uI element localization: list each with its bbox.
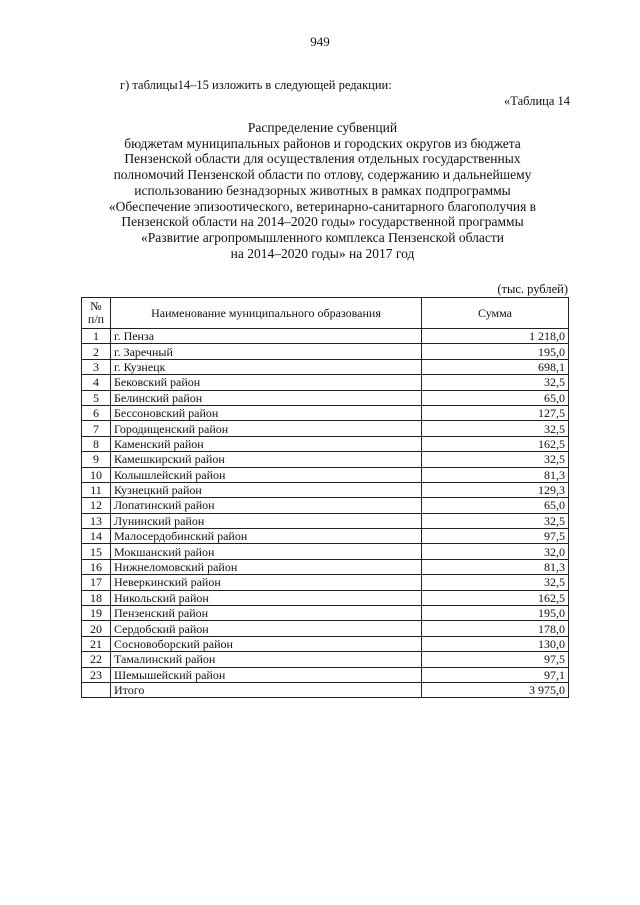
row-sum: 195,0: [422, 344, 569, 359]
row-name: Лопатинский район: [111, 498, 422, 513]
row-sum: 65,0: [422, 498, 569, 513]
row-number: 9: [82, 452, 111, 467]
table-row: [82, 513, 569, 528]
row-name: Городищенский район: [111, 421, 422, 436]
row-sum: 81,3: [422, 559, 569, 574]
row-sum: 32,5: [422, 452, 569, 467]
row-number: 18: [82, 590, 111, 605]
table-row: [82, 667, 569, 682]
table-row: [82, 606, 569, 621]
table-row: [82, 375, 569, 390]
row-sum: 32,5: [422, 513, 569, 528]
row-name: Сосновоборский район: [111, 636, 422, 651]
row-sum: 195,0: [422, 606, 569, 621]
table-row: [82, 421, 569, 436]
heading-line: использованию безнадзорных животных в рамках подпрограммы: [134, 182, 511, 198]
heading-line: «Развитие агропромышленного комплекса Пензенской области: [141, 229, 504, 245]
row-number: 17: [82, 575, 111, 590]
page-number: 949: [310, 34, 330, 49]
row-number: 13: [82, 513, 111, 528]
table-row: [82, 452, 569, 467]
row-sum: 178,0: [422, 621, 569, 636]
heading-line: бюджетам муниципальных районов и городских округов из бюджета: [124, 135, 521, 151]
row-name: Итого: [111, 682, 422, 697]
table-row: [82, 544, 569, 559]
table-row: [82, 359, 569, 374]
heading-line: на 2014–2020 годы» на 2017 год: [230, 245, 415, 261]
table-row: [82, 498, 569, 513]
row-sum: 129,3: [422, 482, 569, 497]
header-num: № п/п: [82, 298, 111, 329]
row-number: 20: [82, 621, 111, 636]
row-name: Тамалинский район: [111, 652, 422, 667]
table-caption: «Таблица 14: [504, 94, 570, 108]
row-number: 16: [82, 559, 111, 574]
heading-line: «Обеспечение эпизоотического, ветеринарно-санитарного благополучия в: [108, 198, 537, 214]
row-name: Лунинский район: [111, 513, 422, 528]
table-row: [82, 405, 569, 420]
heading-line: Распределение субвенций: [247, 120, 398, 135]
row-name: Колышлейский район: [111, 467, 422, 482]
row-sum: 127,5: [422, 405, 569, 420]
row-name: Камешкирский район: [111, 452, 422, 467]
row-sum: 162,5: [422, 436, 569, 451]
row-sum: 81,3: [422, 467, 569, 482]
row-number: 5: [82, 390, 111, 405]
row-sum: 1 218,0: [422, 329, 569, 344]
table-row: [82, 575, 569, 590]
table-row: [82, 436, 569, 451]
row-number: 4: [82, 375, 111, 390]
row-number: 7: [82, 421, 111, 436]
row-name: Белинский район: [111, 390, 422, 405]
row-sum: 97,1: [422, 667, 569, 682]
row-sum: 32,5: [422, 575, 569, 590]
row-name: Неверкинский район: [111, 575, 422, 590]
row-number: 3: [82, 359, 111, 374]
row-sum: 65,0: [422, 390, 569, 405]
row-sum: 162,5: [422, 590, 569, 605]
subsidy-table: [81, 297, 569, 698]
row-sum: 32,5: [422, 375, 569, 390]
row-number: 6: [82, 405, 111, 420]
row-sum: 32,5: [422, 421, 569, 436]
header-sum: Сумма: [422, 298, 569, 329]
row-sum: 32,0: [422, 544, 569, 559]
row-sum: 130,0: [422, 636, 569, 651]
row-number: 21: [82, 636, 111, 651]
row-number: 12: [82, 498, 111, 513]
table-row: [82, 529, 569, 544]
table-row: [82, 621, 569, 636]
row-name: Шемышейский район: [111, 667, 422, 682]
table-row: [82, 590, 569, 605]
row-name: Пензенский район: [111, 606, 422, 621]
table-heading: [60, 120, 585, 261]
row-name: Нижнеломовский район: [111, 559, 422, 574]
header-name: Наименование муниципального образования: [111, 298, 422, 329]
row-sum: 3 975,0: [422, 682, 569, 697]
row-name: Малосердобинский район: [111, 529, 422, 544]
table-row: [82, 344, 569, 359]
table-row: [82, 636, 569, 651]
table-row: [82, 652, 569, 667]
heading-line: Пензенской области на 2014–2020 годы» государственной программы: [121, 214, 524, 230]
row-name: Бековский район: [111, 375, 422, 390]
heading-line: Пензенской области для осуществления отдельных государственных: [124, 151, 521, 167]
row-number: 10: [82, 467, 111, 482]
row-name: Бессоновский район: [111, 405, 422, 420]
row-number: 11: [82, 482, 111, 497]
table-row: [82, 482, 569, 497]
table-row: [82, 390, 569, 405]
row-number: 23: [82, 667, 111, 682]
row-name: Кузнецкий район: [111, 482, 422, 497]
table-row: [82, 559, 569, 574]
row-name: Каменский район: [111, 436, 422, 451]
row-name: г. Кузнецк: [111, 359, 422, 374]
intro-text: г) таблицы14–15 изложить в следующей редакции:: [120, 78, 392, 92]
row-name: Сердобский район: [111, 621, 422, 636]
table-row: [82, 467, 569, 482]
total-row: [82, 682, 569, 697]
row-number: 15: [82, 544, 111, 559]
row-sum: 698,1: [422, 359, 569, 374]
row-number: 14: [82, 529, 111, 544]
table-row: [82, 329, 569, 344]
row-name: г. Заречный: [111, 344, 422, 359]
row-name: Никольский район: [111, 590, 422, 605]
table-body: [82, 329, 569, 698]
table-header-row: [82, 298, 569, 329]
row-number: 22: [82, 652, 111, 667]
row-number: [82, 682, 111, 697]
row-number: 2: [82, 344, 111, 359]
row-number: 8: [82, 436, 111, 451]
units-label: (тыс. рублей): [497, 282, 568, 296]
row-name: г. Пенза: [111, 329, 422, 344]
row-name: Мокшанский район: [111, 544, 422, 559]
heading-line: полномочий Пензенской области по отлову, содержанию и дальнейшему: [113, 167, 532, 183]
row-number: 1: [82, 329, 111, 344]
row-sum: 97,5: [422, 652, 569, 667]
row-sum: 97,5: [422, 529, 569, 544]
row-number: 19: [82, 606, 111, 621]
